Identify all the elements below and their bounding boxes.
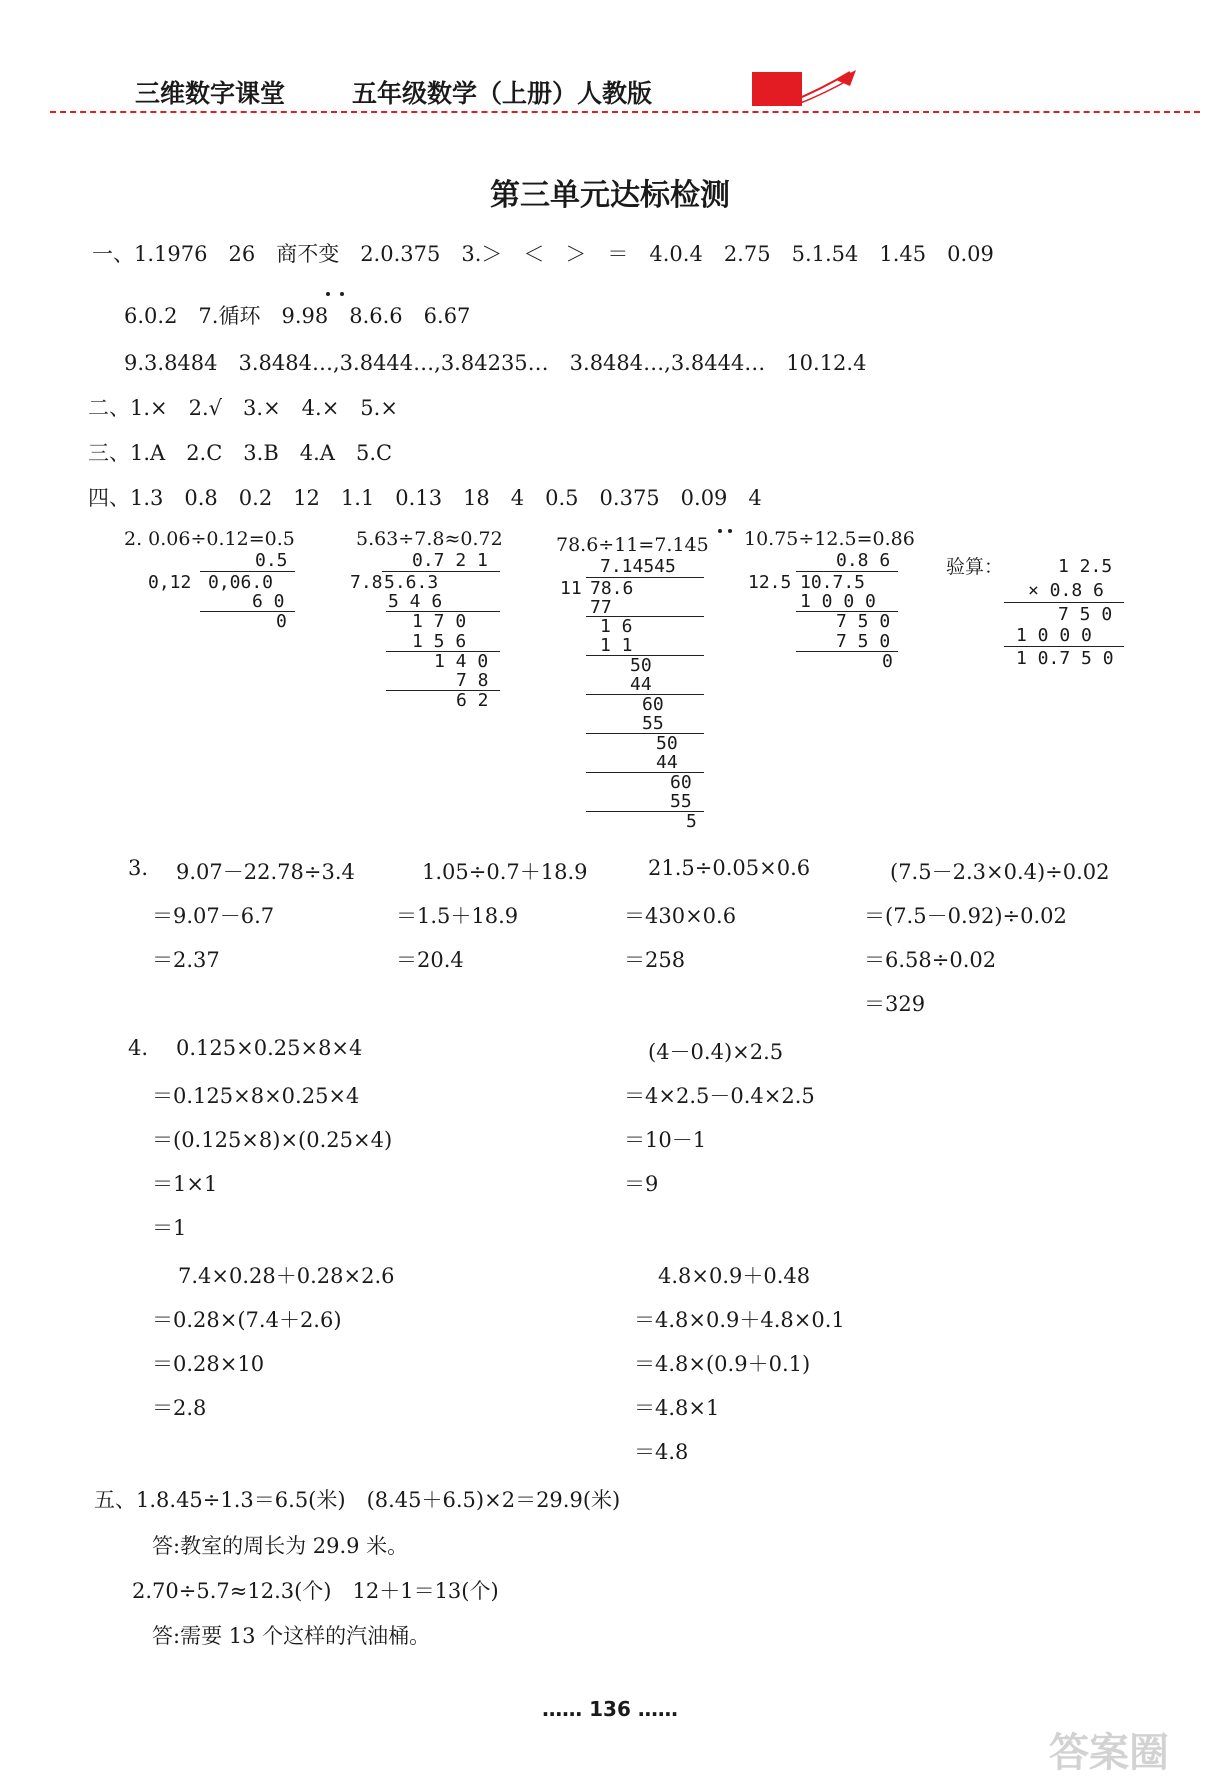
q4-step: ＝10－1 — [624, 1128, 707, 1152]
q4-step: ＝4×2.5－0.4×2.5 — [624, 1084, 815, 1108]
q4-step: ＝1×1 — [152, 1172, 218, 1196]
sec5-answer2: 答:需要 13 个这样的汽油桶。 — [152, 1624, 431, 1648]
q4-expr: 0.125×0.25×8×4 — [176, 1036, 363, 1060]
page-number: …… 136 …… — [542, 1697, 678, 1721]
div4-divisor: 12.5 — [748, 572, 792, 593]
div3-dividend: 78.6 — [590, 578, 634, 599]
q3-number: 3. — [128, 856, 149, 880]
q3-step: ＝430×0.6 — [624, 904, 737, 928]
q3-step: ＝9.07－6.7 — [152, 904, 275, 928]
div2-divisor: 7.8 — [350, 572, 383, 593]
div3-step: 50 — [630, 655, 652, 676]
check-label: 验算： — [946, 556, 1004, 578]
q4-step: ＝0.28×(7.4＋2.6) — [152, 1308, 342, 1332]
q4-step: ＝4.8×(0.9＋0.1) — [634, 1352, 811, 1376]
div1-divisor: 0,12 — [148, 572, 192, 593]
div2-remainder: 6 2 — [456, 690, 489, 711]
check-partial: 1 0 0 0 — [1016, 625, 1092, 646]
sec1-line3: 9.3.8484 3.8484…,3.8444…,3.84235… 3.8484…,3.8444… 10.12.4 — [124, 351, 867, 375]
repeat-dot — [340, 292, 344, 296]
q4-step: ＝2.8 — [152, 1396, 207, 1420]
div2-step: 7 8 — [456, 670, 489, 691]
svg-text:答案圈: 答案圈 — [1049, 1730, 1169, 1776]
div1-quotient: 0.5 — [255, 550, 288, 571]
sec1-line1: 一、1.1976 26 商不变 2.0.375 3.＞ ＜ ＞ ＝ 4.0.4 2.75 5.1.54 1.45 0.09 — [92, 242, 994, 266]
div2-step: 5 4 6 — [388, 591, 443, 612]
sec4-line1: 四、1.3 0.8 0.2 12 1.1 0.13 18 4 0.5 0.375 0.09 4 — [88, 486, 762, 510]
div2-dividend: 5.6.3 — [384, 572, 439, 593]
q4-step: ＝4.8×1 — [634, 1396, 720, 1420]
div1-equation: 2. 0.06÷0.12=0.5 — [124, 528, 295, 550]
q4-expr: 4.8×0.9＋0.48 — [658, 1264, 811, 1288]
div2-step: 1 5 6 — [412, 631, 467, 652]
div1-dividend: 0,06.0 — [208, 572, 274, 593]
div4-step: 7 5 0 — [836, 631, 891, 652]
div3-step: 60 — [670, 772, 692, 793]
q4-step: ＝4.8 — [634, 1440, 689, 1464]
div3-equation: 78.6÷11=7.145 — [556, 534, 709, 556]
div4-remainder: 0 — [882, 651, 893, 672]
q3-expr: (7.5－2.3×0.4)÷0.02 — [890, 860, 1110, 884]
q3-step: ＝258 — [624, 948, 686, 972]
div2-step: 1 7 0 — [412, 611, 467, 632]
div3-quotient: 7.14545 — [600, 556, 676, 577]
div4-step: 1 0 0 0 — [800, 591, 876, 612]
q3-step: ＝2.37 — [152, 948, 220, 972]
div3-step: 50 — [656, 733, 678, 754]
div2-quotient: 0.7 2 1 — [412, 550, 488, 571]
header-divider — [50, 111, 1200, 113]
div3-step: 60 — [642, 694, 664, 715]
q4-step: ＝9 — [624, 1172, 659, 1196]
div4-equation: 10.75÷12.5=0.86 — [744, 528, 915, 550]
div4-dividend: 10.7.5 — [800, 572, 866, 593]
page-title: 第三单元达标检测 — [490, 178, 730, 213]
div3-divisor: 11 — [560, 578, 582, 599]
div3-remainder: 5 — [686, 811, 697, 832]
check-partial: 7 5 0 — [1058, 604, 1113, 625]
div3-step: 77 — [590, 597, 612, 618]
div2-step: 1 4 0 — [434, 651, 489, 672]
q3-step: ＝6.58÷0.02 — [864, 948, 997, 972]
q4-step: ＝4.8×0.9＋4.8×0.1 — [634, 1308, 845, 1332]
div3-step: 1 6 — [600, 616, 633, 637]
div3-step: 44 — [630, 674, 652, 695]
repeat-dot — [326, 292, 330, 296]
sec3-line: 三、1.A 2.C 3.B 4.A 5.C — [88, 441, 393, 465]
check-factor-a: 1 2.5 — [1058, 556, 1113, 577]
sec5-line1: 五、1.8.45÷1.3＝6.5(米) (8.45＋6.5)×2＝29.9(米) — [94, 1488, 621, 1512]
div2-equation: 5.63÷7.8≈0.72 — [356, 528, 503, 550]
div4-step: 7 5 0 — [836, 611, 891, 632]
q4-step: ＝1 — [152, 1216, 187, 1240]
rocket-icon — [780, 64, 860, 110]
q3-step: ＝(7.5－0.92)÷0.02 — [864, 904, 1067, 928]
check-result: 1 0.7 5 0 — [1016, 648, 1114, 669]
q4-step: ＝0.28×10 — [152, 1352, 265, 1376]
sec2-line: 二、1.× 2.√ 3.× 4.× 5.× — [88, 396, 398, 420]
div3-step: 44 — [656, 752, 678, 773]
q3-step: ＝329 — [864, 992, 926, 1016]
header-series: 三维数字课堂 — [135, 79, 286, 108]
watermark-logo — [1045, 1718, 1205, 1788]
q4-number: 4. — [128, 1036, 149, 1060]
repeat-dot — [718, 529, 722, 533]
header-book: 五年级数学（上册）人教版 — [352, 79, 653, 108]
q3-expr: 1.05÷0.7＋18.9 — [422, 860, 588, 884]
q3-step: ＝1.5＋18.9 — [396, 904, 519, 928]
sec5-answer1: 答:教室的周长为 29.9 米。 — [152, 1534, 409, 1558]
sec5-line3: 2.70÷5.7≈12.3(个) 12＋1＝13(个) — [132, 1579, 499, 1603]
div1-remainder: 0 — [276, 611, 287, 632]
div3-step: 55 — [670, 791, 692, 812]
sec1-line2: 6.0.2 7.循环 9.98 8.6.6 6.67 — [124, 304, 471, 328]
q3-expr: 21.5÷0.05×0.6 — [648, 856, 811, 880]
q3-expr: 9.07－22.78÷3.4 — [176, 860, 355, 884]
q4-expr: (4－0.4)×2.5 — [648, 1040, 784, 1064]
div3-step: 1 1 — [600, 635, 633, 656]
check-factor-b: × 0.8 6 — [1028, 580, 1104, 601]
q4-step: ＝0.125×8×0.25×4 — [152, 1084, 360, 1108]
q3-step: ＝20.4 — [396, 948, 464, 972]
div1-step: 6 0 — [252, 591, 285, 612]
repeat-dot — [728, 529, 732, 533]
q4-expr: 7.4×0.28＋0.28×2.6 — [178, 1264, 395, 1288]
div4-quotient: 0.8 6 — [836, 550, 891, 571]
div3-step: 55 — [642, 713, 664, 734]
q4-step: ＝(0.125×8)×(0.25×4) — [152, 1128, 393, 1152]
